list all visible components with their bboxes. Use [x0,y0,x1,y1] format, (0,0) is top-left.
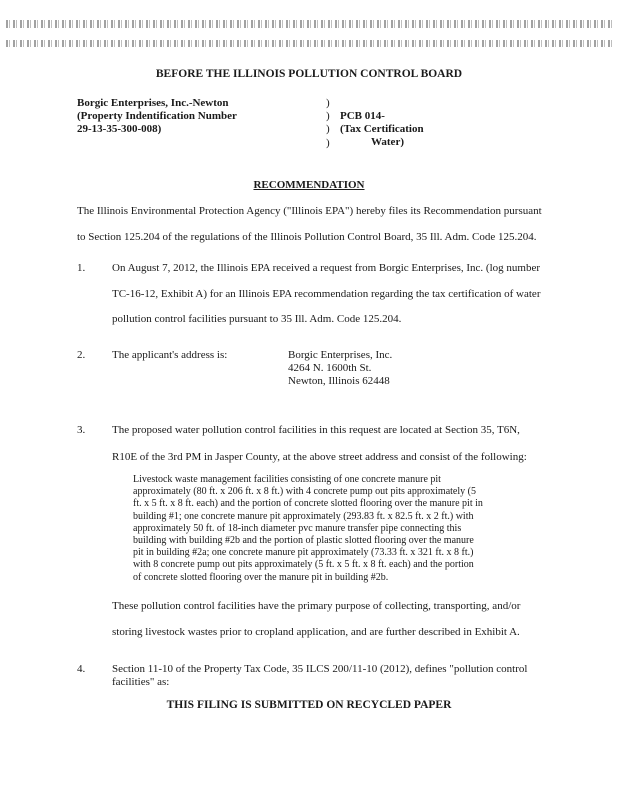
caption-right [340,110,500,150]
caption-pin-label: (Property Indentification Number [77,110,237,123]
address-line: 4264 N. 1600th St. [288,362,372,375]
item-number: 4. [77,663,86,675]
caption-pin-number: 29-13-35-300-008) [77,123,162,136]
item-number: 3. [77,424,86,436]
description-line: Livestock waste management facilities consisting of one concrete manure pit [133,474,441,485]
item-3-line: R10E of the 3rd PM in Jasper County, at the above street address and consist of the following: [112,451,527,463]
recommendation-heading: RECOMMENDATION [253,179,365,191]
bracket: ) [326,136,330,149]
description-line: approximately 50 ft. of 18-inch diameter pvc manure transfer pipe connecting this [133,522,462,534]
bracket: ) [326,110,330,123]
description-line: building with building #2b and the portion of plastic slotted flooring over the manure [133,534,474,546]
facility-description [133,474,517,584]
bracket: ) [326,123,330,136]
item-number: 1. [77,262,86,274]
description-line: pit in building #2a; one concrete manure pit approximately (73.33 ft. x 321 ft. x 8 ft.) [133,547,474,559]
caption-left [77,97,307,137]
description-line: with 8 concrete pump out pits approximately (5 ft. x 5 ft. x 8 ft. each) and the portion [133,559,474,571]
case-type: (Tax Certification [340,123,424,136]
item-3-after-line: storing livestock wastes prior to cropland application, and are further described in Exhibit A. [112,626,520,638]
description-line: building #1; one concrete manure pit approximately (293.83 ft. x 82.5 ft. x 2 ft.) with [133,510,474,522]
intro-line: to Section 125.204 of the regulations of the Illinois Pollution Control Board, 35 Ill. Adm. Code 125.204. [77,231,537,243]
item-3-after-line: These pollution control facilities have the primary purpose of collecting, transporting, and/or [112,600,521,612]
item-4-line: Section 11-10 of the Property Tax Code, 35 ILCS 200/11-10 (2012), defines "pollution control [112,663,528,675]
caption-party: Borgic Enterprises, Inc.-Newton [77,97,229,109]
scan-header-noise [6,40,612,47]
board-title: BEFORE THE ILLINOIS POLLUTION CONTROL BOARD [155,68,463,80]
address-line: Borgic Enterprises, Inc. [288,349,393,361]
item-4-line: facilities" as: [112,676,170,688]
address-label: The applicant's address is: [112,349,228,361]
applicant-address [288,349,488,389]
description-line: approximately (80 ft. x 206 ft. x 8 ft.) with 4 concrete pump out pits approximately (5 [133,486,476,498]
item-1-line: On August 7, 2012, the Illinois EPA received a request from Borgic Enterprises, Inc. (log number [112,262,541,274]
item-3-line: The proposed water pollution control facilities in this request are located at Section 35, T6N, [112,424,520,436]
description-line: of concrete slotted flooring over the manure pit in building #2b. [133,571,389,583]
bracket: ) [326,97,330,109]
item-1-line: pollution control facilities pursuant to 35 Ill. Adm. Code 125.204. [112,313,402,325]
item-number: 2. [77,349,86,361]
scan-header-noise [6,20,612,28]
item-1-line: TC-16-12, Exhibit A) for an Illinois EPA recommendation regarding the tax certification of water [112,288,541,300]
recycled-paper-footer: THIS FILING IS SUBMITTED ON RECYCLED PAPER [166,699,452,711]
description-line: ft. x 5 ft. x 8 ft. each) and the portion of concrete slotted flooring over the manure pit in [133,498,483,510]
case-subtype: Water) [371,136,404,149]
case-number: PCB 014- [340,110,385,122]
intro-line: The Illinois Environmental Protection Agency ("Illinois EPA") hereby files its Recommendation pursuant [77,205,542,217]
address-line: Newton, Illinois 62448 [288,375,390,388]
